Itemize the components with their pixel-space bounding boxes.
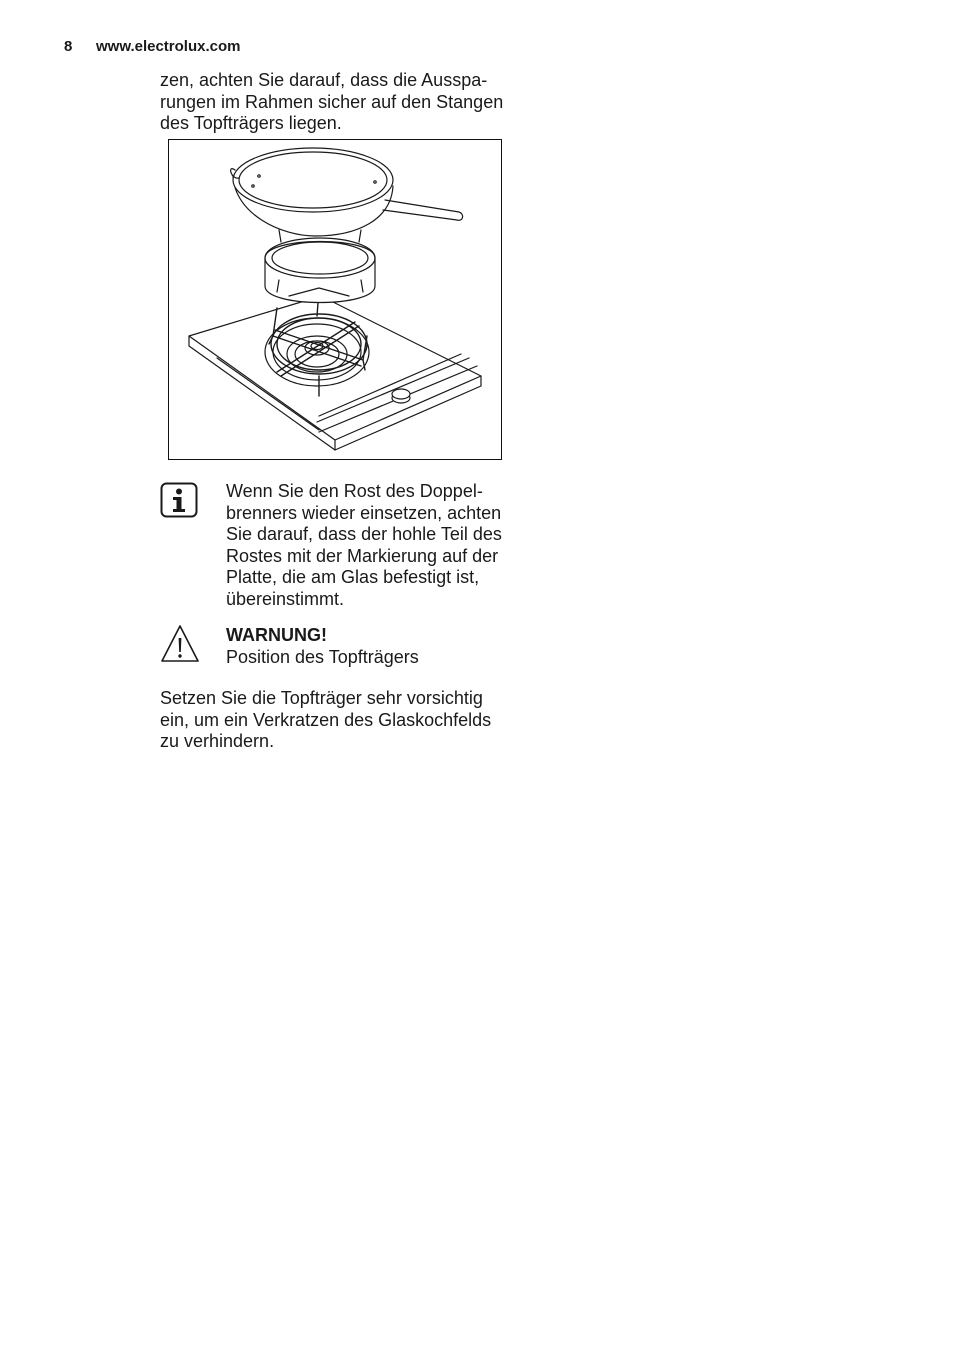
wok-ring <box>265 230 375 303</box>
page-number: 8 <box>64 38 73 55</box>
info-note-line: Platte, die am Glas befestigt ist, <box>226 567 480 587</box>
info-note-line: Sie darauf, dass der hohle Teil des <box>226 524 502 544</box>
intro-line: des Topfträgers liegen. <box>160 113 342 133</box>
closing-paragraph <box>160 688 512 753</box>
closing-line: Setzen Sie die Topfträger sehr vorsichtig <box>160 688 483 708</box>
website-url[interactable]: www.electrolux.com <box>96 38 241 55</box>
wok-on-burner-illustration <box>169 140 501 459</box>
figure-wok-burner <box>168 139 502 460</box>
frying-pan <box>231 148 463 236</box>
page-header <box>64 38 241 55</box>
control-knob <box>392 389 410 403</box>
warning-icon <box>160 624 200 664</box>
info-note <box>226 481 526 610</box>
info-note-line: Wenn Sie den Rost des Doppel- <box>226 481 483 501</box>
intro-line: zen, achten Sie darauf, dass die Ausspa- <box>160 70 488 90</box>
intro-paragraph <box>160 70 512 135</box>
warning-block <box>226 625 526 668</box>
warning-text: Position des Topfträgers <box>226 646 419 667</box>
closing-line: ein, um ein Verkratzen des Glaskochfelds <box>160 709 492 730</box>
info-icon <box>160 482 198 518</box>
info-note-line: übereinstimmt. <box>226 588 345 609</box>
warning-title: WARNUNG! <box>226 625 327 645</box>
intro-line: rungen im Rahmen sicher auf den Stangen <box>160 91 504 112</box>
closing-line: zu verhindern. <box>160 731 275 751</box>
info-note-line: brenners wieder einsetzen, achten <box>226 502 502 523</box>
info-note-line: Rostes mit der Markierung auf der <box>226 545 499 566</box>
